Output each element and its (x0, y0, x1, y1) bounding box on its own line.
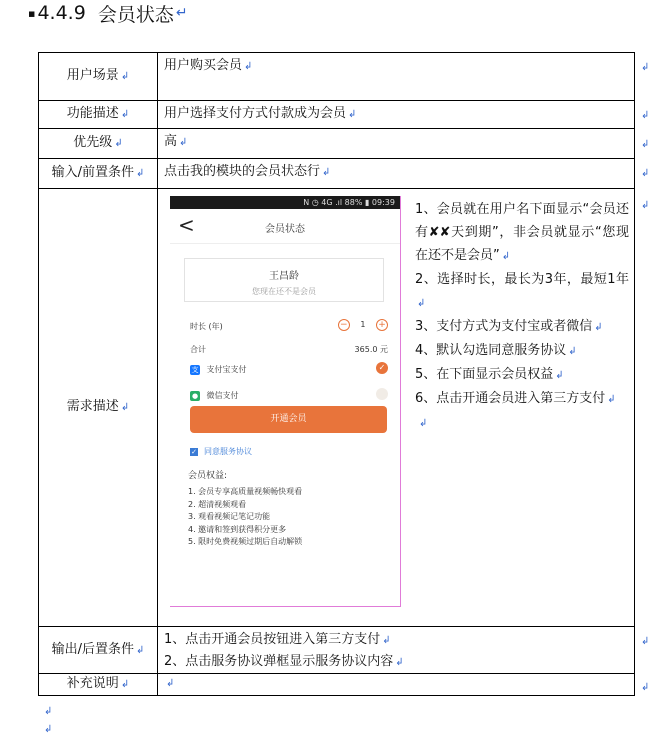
user-name: 王昌龄 (269, 271, 299, 282)
wechat-label: 微信支付 (206, 391, 239, 400)
table-row (39, 674, 635, 696)
row-value: 高 ↲ (158, 129, 635, 159)
wechat-icon: ● (191, 392, 199, 400)
phone-screenshot (170, 196, 401, 607)
row-value: ↲ (158, 674, 635, 696)
duration-row (190, 321, 390, 332)
section-number: 4.4.9 (37, 2, 86, 24)
row-value: 1、点击开通会员按钮进入第三方支付 ↲ 2、点击服务协议弹框显示服务协议内容 ↲ (158, 627, 635, 674)
table-row (39, 129, 635, 159)
table-row (39, 159, 635, 189)
row-label: 补充说明 ↲ (39, 674, 158, 696)
list-item: 5. 限时免费视频过期后自动解锁 (188, 537, 303, 546)
member-status: 您现在还不是会员 (252, 287, 316, 296)
paragraph-mark-icon: ↵ (175, 5, 188, 21)
paragraph-mark-icon: ↲ (641, 62, 650, 73)
list-item: 4. 邀请和签到获得积分更多 (188, 524, 287, 534)
list-item: 3、支付方式为支付宝或者微信 ↲ (415, 319, 603, 334)
unselected-radio-icon[interactable] (376, 388, 388, 400)
row-label: 输出/后置条件 ↲ (39, 627, 158, 674)
row-label: 输入/前置条件 ↲ (39, 159, 158, 189)
list-item: 2、选择时长，最长为3年，最短1年↲ (415, 272, 629, 309)
paragraph-mark-icon: ↲ (419, 418, 428, 429)
section-title: 会员状态 (97, 3, 174, 26)
list-item: 4、默认勾选同意服务协议 ↲ (415, 343, 577, 358)
selected-check-icon[interactable]: ✓ (376, 362, 388, 374)
open-membership-button[interactable]: 开通会员 (190, 406, 387, 433)
list-item: 6、点击开通会员进入第三方支付 ↲ (415, 391, 616, 406)
row-value: 用户选择支付方式付款成为会员 ↲ (158, 101, 635, 129)
duration-label: 时长 (年) (190, 322, 223, 331)
alipay-icon: 支 (191, 366, 199, 374)
agreement-row[interactable] (190, 446, 252, 457)
list-item: 3. 观看视频记笔记功能 (188, 512, 271, 521)
app-titlebar (170, 209, 400, 244)
list-item: 5、在下面显示会员权益 ↲ (415, 367, 564, 382)
total-value: 365.0 元 (354, 345, 388, 354)
paragraph-mark-icon: ↲ (641, 200, 650, 211)
list-item: 1、会员就在用户名下面显示“会员还有✘✘天到期”，非会员就显示“您现在还不是会员” ↲ (415, 202, 629, 263)
table-row (39, 627, 635, 674)
benefits-title: 会员权益: (188, 471, 228, 481)
paragraph-mark-icon: ↲ (44, 724, 53, 735)
paragraph-mark-icon: ↲ (44, 706, 53, 717)
heading-bullet: ▪ (28, 6, 36, 20)
row-label: 优先级 ↲ (39, 129, 158, 159)
list-item: 2. 超清视频观看 (188, 499, 247, 509)
row-label: 需求描述 ↲ (39, 189, 158, 627)
paragraph-mark-icon: ↲ (641, 636, 650, 647)
alipay-option[interactable] (190, 364, 390, 375)
section-heading (28, 0, 188, 26)
screen-title: 会员状态 (265, 224, 305, 235)
row-value: 用户购买会员 ↲ (158, 53, 635, 101)
paragraph-mark-icon: ↲ (641, 139, 650, 150)
checkbox-icon[interactable]: ✓ (191, 448, 197, 456)
user-card (184, 258, 384, 302)
total-label: 合计 (190, 345, 206, 354)
back-icon[interactable]: < (178, 213, 195, 237)
row-label: 用户场景 ↲ (39, 53, 158, 101)
duration-value: 1 (360, 320, 366, 329)
minus-icon[interactable]: − (338, 319, 350, 331)
requirement-description (415, 198, 629, 435)
total-row (190, 344, 390, 355)
table-row (39, 53, 635, 101)
agreement-link[interactable]: 同意服务协议 (204, 447, 252, 456)
wechat-option[interactable] (190, 390, 390, 401)
alipay-label: 支付宝支付 (206, 365, 247, 374)
table-row (39, 101, 635, 129)
row-label: 功能描述 ↲ (39, 101, 158, 129)
paragraph-mark-icon: ↲ (641, 110, 650, 121)
row-value: 点击我的模块的会员状态行 ↲ (158, 159, 635, 189)
paragraph-mark-icon: ↲ (641, 682, 650, 693)
list-item: 1. 会员专享高质量视频畅快观看 (188, 487, 303, 496)
benefits-list (188, 486, 302, 549)
status-bar: N ◷ 4G .ıl 88% ▮ 09:39 (170, 196, 400, 209)
plus-icon[interactable]: + (376, 319, 388, 331)
paragraph-mark-icon: ↲ (641, 168, 650, 179)
